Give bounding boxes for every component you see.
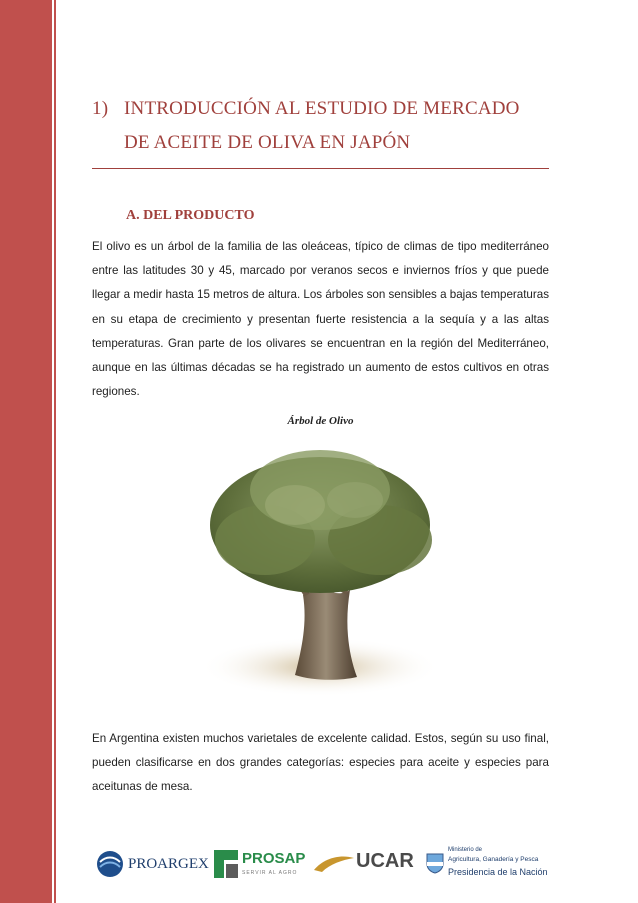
proargex-logo — [96, 840, 208, 890]
paragraph-2: En Argentina existen muchos varietales de excelente calidad. Estos, según su uso final, pueden clasificarse en dos grandes categorías: especies para aceite y especies para aceitunas de mesa. — [92, 732, 549, 794]
ministry-line-2: Agricultura, Ganadería y Pesca — [448, 856, 539, 863]
figure-caption: Árbol de Olivo — [287, 415, 354, 427]
national-shield-icon — [426, 852, 444, 874]
heading-number: 1) — [92, 98, 109, 119]
heading-text-1: INTRODUCCIÓN AL ESTUDIO DE MERCADO — [124, 98, 520, 119]
prosap-wordmark: PROSAP — [242, 850, 306, 867]
ministry-line-1: Ministerio de — [448, 847, 483, 853]
ministry-line-3: Presidencia de la Nación — [448, 867, 548, 877]
prosap-emblem-icon — [214, 850, 238, 878]
heading-divider — [92, 168, 549, 169]
ucar-logo — [314, 840, 414, 890]
left-margin-line — [54, 0, 56, 903]
prosap-logo — [214, 840, 304, 890]
ministry-logo — [426, 840, 562, 890]
proargex-globe-icon — [96, 850, 124, 878]
footer-logos — [92, 840, 562, 890]
proargex-wordmark: PROARGEX — [128, 856, 209, 872]
ucar-swoosh-icon — [314, 854, 354, 874]
heading-line-1 — [92, 92, 562, 126]
olive-tree-image — [195, 445, 445, 710]
section-heading — [92, 92, 562, 160]
left-margin-band — [0, 0, 52, 903]
heading-text-2: DE ACEITE DE OLIVA EN JAPÓN — [124, 132, 411, 153]
subsection-heading: A. DEL PRODUCTO — [126, 208, 255, 223]
ucar-wordmark: UCAR — [356, 850, 414, 872]
paragraph-1: El olivo es un árbol de la familia de las oleáceas, típico de climas de tipo mediterráneo entre las latitudes 30 y 45, marcado por veranos secos e inviernos fríos y que puede llegar a medir hasta 15 metros de altura. Los árboles son sensibles a bajas temperaturas en su etapa de crecimiento y presentan fuerte resistencia a la sequía y a las altas temperaturas. Gran parte de los olivares se encuentran en la región del Mediterráneo, aunque en las últimas décadas se ha registrado un aumento de estos cultivos en otras regiones. — [92, 240, 549, 399]
prosap-tagline: SERVIR AL AGRO — [242, 870, 298, 876]
